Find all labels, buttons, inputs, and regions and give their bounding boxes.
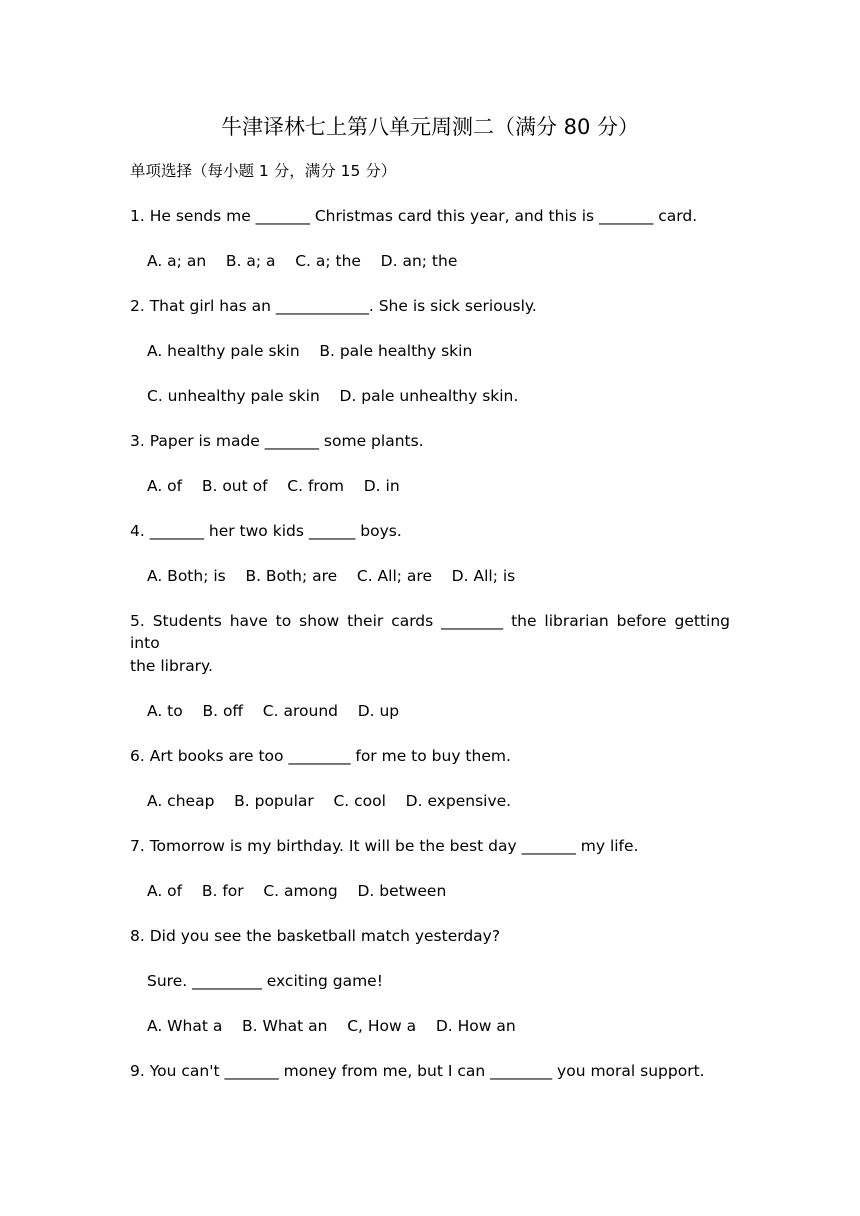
- question-7-options: A. of B. for C. among D. between: [147, 882, 447, 900]
- question-3-stem: 3. Paper is made _______ some plants.: [130, 432, 424, 450]
- question-5-stem: 5. Students have to show their cards ________ the librarian before getting into: [130, 612, 730, 652]
- question-8-stem: 8. Did you see the basketball match yesterday?: [130, 927, 501, 945]
- question-6-options: A. cheap B. popular C. cool D. expensive.: [147, 792, 512, 810]
- section-heading: 单项选择（每小题 1 分，满分 15 分）: [130, 162, 397, 180]
- page-title: 牛津译林七上第八单元周测二（满分 80 分）: [220, 115, 640, 139]
- question-1-stem: 1. He sends me _______ Christmas card this year, and this is _______ card.: [130, 207, 698, 225]
- question-8-reply: Sure. _________ exciting game!: [147, 972, 383, 990]
- question-6-stem: 6. Art books are too ________ for me to buy them.: [130, 747, 511, 765]
- question-5-options: A. to B. off C. around D. up: [147, 702, 400, 720]
- question-2-options-line-1: A. healthy pale skin B. pale healthy skin: [147, 342, 473, 360]
- question-1-options: A. a; an B. a; a C. a; the D. an; the: [147, 252, 458, 270]
- question-2-stem: 2. That girl has an ____________. She is sick seriously.: [130, 297, 537, 315]
- question-9-stem: 9. You can't _______ money from me, but I can ________ you moral support.: [130, 1062, 705, 1080]
- question-8-options: A. What a B. What an C, How a D. How an: [147, 1017, 516, 1035]
- question-4-stem: 4. _______ her two kids ______ boys.: [130, 522, 402, 540]
- question-7-stem: 7. Tomorrow is my birthday. It will be the best day _______ my life.: [130, 837, 639, 855]
- question-4-options: A. Both; is B. Both; are C. All; are D. All; is: [147, 567, 516, 585]
- question-3-options: A. of B. out of C. from D. in: [147, 477, 400, 495]
- question-5-stem-continued: the library.: [130, 657, 213, 675]
- question-2-options-line-2: C. unhealthy pale skin D. pale unhealthy skin.: [147, 387, 519, 405]
